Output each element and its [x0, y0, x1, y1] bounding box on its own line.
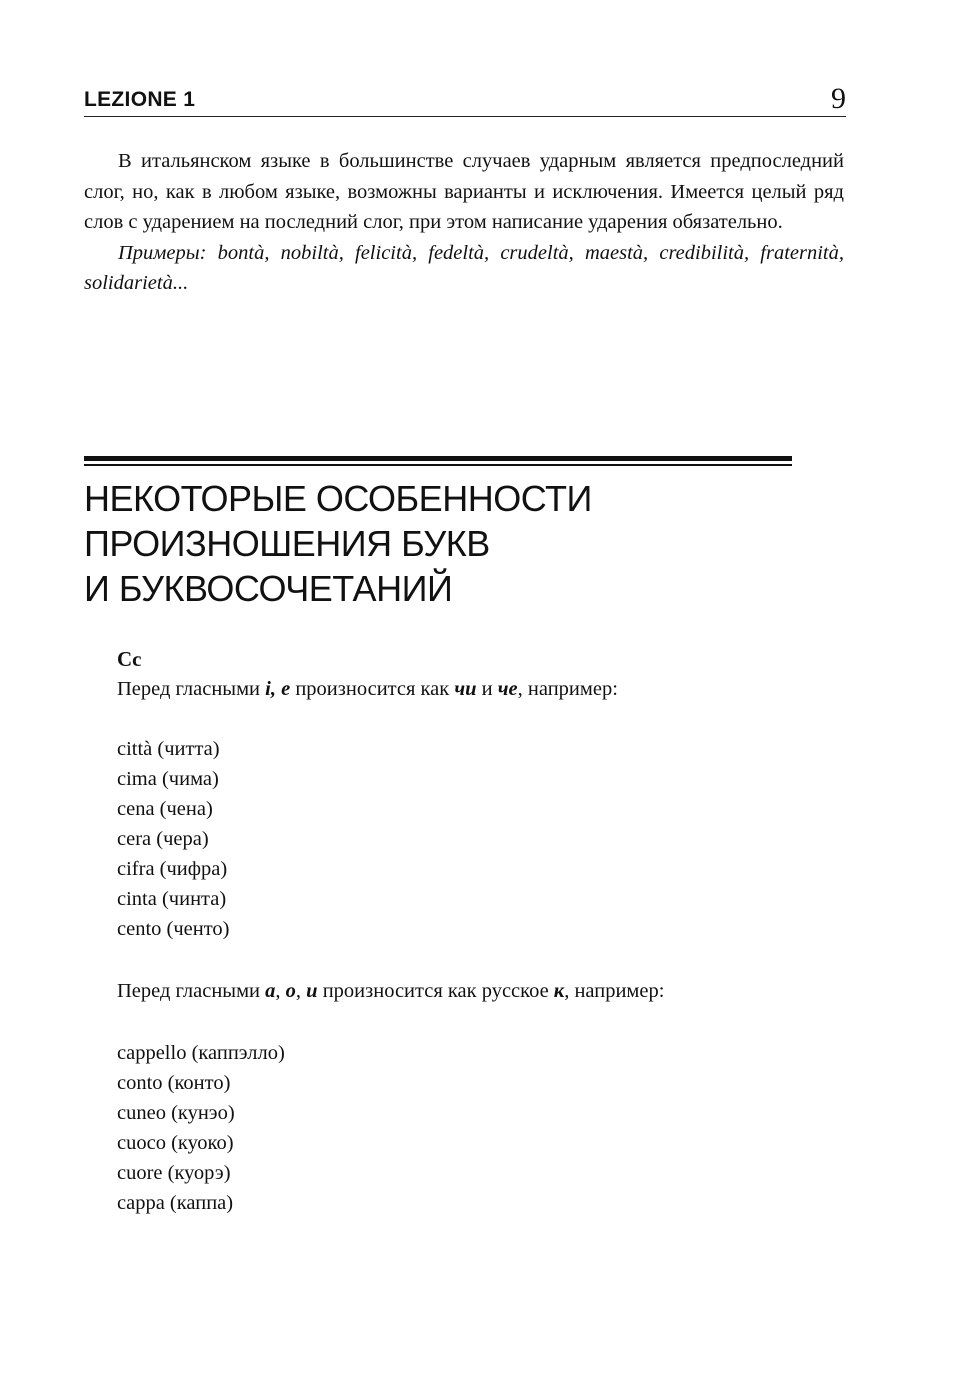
list-item: città (читта): [117, 738, 220, 760]
section-title-line: НЕКОТОРЫЕ ОСОБЕННОСТИ: [84, 478, 592, 519]
rule-sound: чи: [454, 678, 477, 700]
list-item: cuoco (куоко): [117, 1132, 234, 1154]
rule-text: произносится как русское: [317, 980, 554, 1002]
rule-text: произносится как: [290, 678, 455, 700]
page-number: 9: [831, 82, 846, 115]
rule-text: , например:: [564, 980, 665, 1002]
rule-vowel: а: [265, 980, 276, 1002]
rule-vowel: о: [285, 980, 296, 1002]
list-item: cappa (каппа): [117, 1192, 234, 1214]
examples-line: Примеры: bontà, nobiltà, felicità, fedeltà, crudeltà, maestà, credibilità, fraternità, solidarietà...: [84, 241, 844, 294]
list-item: cinta (чинта): [117, 888, 227, 910]
list-item: cifra (чифра): [117, 858, 228, 880]
list-item: cena (чена): [117, 798, 213, 820]
section-rule-thick: [84, 456, 792, 461]
rule-text: Перед гласными: [117, 980, 266, 1002]
list-item: conto (конто): [117, 1072, 231, 1094]
rule-text: ,: [295, 980, 307, 1002]
rule-vowel: и: [306, 980, 318, 1002]
rule-soft-c: [117, 674, 817, 704]
rule-sound: к: [553, 980, 565, 1002]
list-item: cima (чима): [117, 768, 219, 790]
rule-sound: че: [497, 678, 518, 700]
list-item: cento (ченто): [117, 918, 230, 940]
letter-heading: Cc: [117, 647, 142, 671]
letter-c-section: [117, 644, 817, 1218]
rule-hard-c: [117, 976, 817, 1006]
list-item: cappello (каппэлло): [117, 1042, 285, 1064]
list-item: cera (чера): [117, 828, 209, 850]
rule-text: ,: [275, 980, 286, 1002]
soft-c-word-list: [117, 734, 817, 944]
section-rule-thin: [84, 464, 792, 466]
intro-text: [84, 146, 844, 299]
intro-paragraph: В итальянском языке в большинстве случаев ударным является предпоследний слог, но, как в любом языке, возможны варианты и исключения. Имеется целый ряд слов с ударением на последний слог, при этом написание ударения обязательно.: [84, 150, 844, 233]
lesson-title: LEZIONE 1: [84, 88, 196, 111]
hard-c-word-list: [117, 1038, 817, 1218]
rule-text: и: [476, 678, 498, 700]
section-title-line: ПРОИЗНОШЕНИЯ БУКВ: [84, 523, 490, 564]
rule-text: , например:: [517, 678, 618, 700]
list-item: cuore (куорэ): [117, 1162, 231, 1184]
rule-vowels: i, e: [265, 678, 291, 700]
rule-text: Перед гласными: [117, 678, 266, 700]
running-header: [84, 82, 846, 117]
list-item: cuneo (кунэо): [117, 1102, 235, 1124]
section-title: [84, 476, 804, 611]
section-title-line: И БУКВОСОЧЕТАНИЙ: [84, 568, 453, 609]
